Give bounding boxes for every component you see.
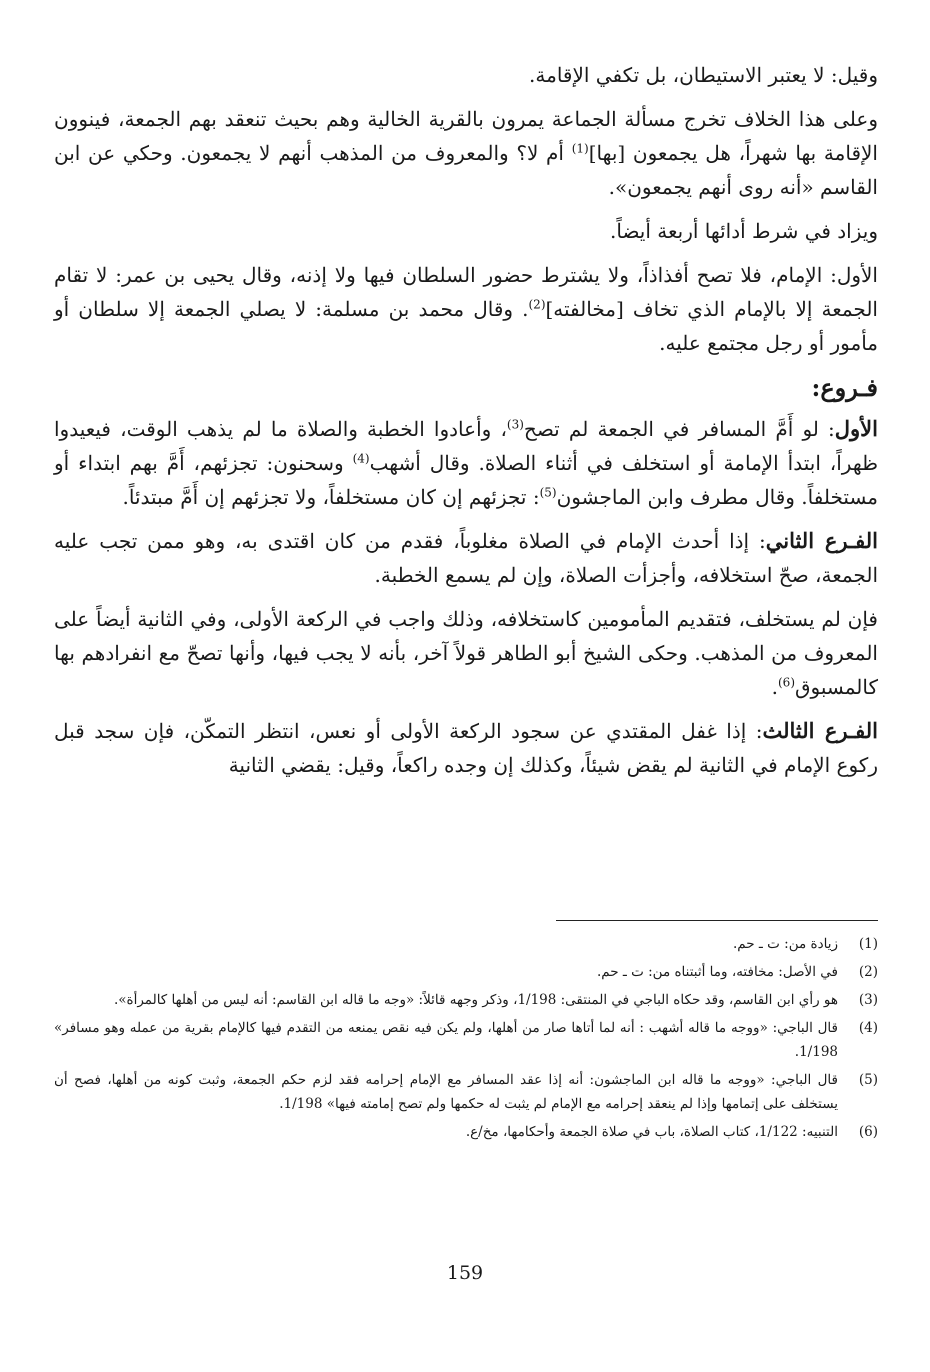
branch-label: الأول <box>834 416 878 441</box>
paragraph-text: فإن لم يستخلف، فتقديم المأمومين كاستخلافه، وذلك واجب في الركعة الأولى، وفي الثانية أيضاً على المعروف من المذهب. وحكى الشيخ أبو الطاهر قولاً آخر، بأنه لا يجب فيها، وأنها تصحّ مع انفرادهم بها كالمسبوق <box>54 607 878 699</box>
footnote <box>54 960 878 984</box>
footnote-text: هو رأي ابن القاسم، وقد حكاه الباجي في المنتقى: 1/198، وذكر وجهه قائلاً: «وجه ما قاله ابن القاسم: أنه ليس من أهلها كالمرأة». <box>113 992 838 1008</box>
branch-3 <box>54 714 878 782</box>
footnote-text: في الأصل: مخافته، وما أثبتناه من: ت ـ حم. <box>596 964 838 980</box>
paragraph-text: وعلى هذا الخلاف تخرج مسألة الجماعة يمرون بالقرية الخالية وهم بحيث تنعقد بهم الجمعة، فينوون الإقامة بها شهراً، هل يجمعون [بها] <box>54 107 878 165</box>
page-body <box>54 58 878 792</box>
paragraph-text: : إذا غفل المقتدي عن سجود الركعة الأولى أو نعس، انتظر التمكّن، فإن سجد قبل ركوع الإمام في الثانية لم يقض شيئاً، وكذلك إن وجده راكعاً، وقيل: يقضي الثانية <box>54 719 878 777</box>
footnote-text: قال الباجي: «ووجه ما قاله أشهب : أنه لما أتاها صار من أهلها، ولم يكن فيه نقص يمنعه من التقدم فيها كالإمام بقرية من عمله وهو مسافر» 1/198. <box>54 1020 838 1060</box>
paragraph-1 <box>54 58 878 92</box>
footnote-text: التنبيه: 1/122، كتاب الصلاة، باب في صلاة الجمعة وأحكامها، مخ/ع. <box>465 1124 838 1140</box>
footnote <box>54 1016 878 1064</box>
footnote <box>54 988 878 1012</box>
footnote <box>54 1120 878 1144</box>
paragraph-text: . <box>771 675 778 699</box>
footnote-number: (1) <box>858 936 878 952</box>
paragraph-text: : تجزئهم إن كان مستخلفاً، ولا تجزئهم إن أَمَّ مبتدئاً. <box>122 485 540 509</box>
paragraph-3 <box>54 214 878 248</box>
page-number: 159 <box>446 1262 484 1284</box>
paragraph-4 <box>54 258 878 360</box>
footnote <box>54 932 878 956</box>
footnote-number: (5) <box>858 1072 878 1088</box>
footnotes <box>54 932 878 1148</box>
footnote-number: (4) <box>858 1020 878 1036</box>
branch-1 <box>54 412 878 514</box>
paragraph-text: ويزاد في شرط أدائها أربعة أيضاً. <box>610 219 878 243</box>
footnote-number: (2) <box>858 964 878 980</box>
footnote-ref[interactable]: (5) <box>539 485 557 500</box>
footnote-divider <box>556 920 878 921</box>
footnote-number: (3) <box>858 992 878 1008</box>
section-heading: فـروع: <box>811 373 878 402</box>
footnote <box>54 1068 878 1116</box>
paragraph-text: : لو أَمَّ المسافر في الجمعة لم تصح <box>523 417 835 441</box>
paragraph-2 <box>54 102 878 204</box>
paragraph-text: ، وأعادوا الخطبة والصلاة ما لم يذهب الوقت، فيعيدوا ظهراً، ابتدأ الإمامة أو استخلف في أثناء الصلاة. وقال أشهب <box>54 417 878 475</box>
footnote-text: قال الباجي: «ووجه ما قاله ابن الماجشون: أنه إذا عقد المسافر مع الإمام إحرامه فقد لزم حكم الجمعة، وثبت كونه من أهلها، فصح أن يستخلف على إتمامها وإذا لم ينعقد إحرامه مع الإمام لم يثبت له حكمها ولم تصح إمامته فيها» 1/198. <box>54 1072 838 1112</box>
paragraph-text: : إذا أحدث الإمام في الصلاة مغلوباً، فقدم من كان اقتدى به، وهو ممن تجب عليه الجمعة، صحّ استخلافه، وأجزأت الصلاة، وإن لم يسمع الخطبة. <box>54 529 878 587</box>
paragraph-text: وسحنون: تجزئهم، أَمَّ بهم ابتداء أو مستخلفاً. وقال مطرف وابن الماجشون <box>54 451 878 509</box>
footnote-ref[interactable]: (4) <box>352 451 370 466</box>
paragraph-text: أم لا؟ والمعروف من المذهب أنهم لا يجمعون. وحكي عن ابن القاسم «أنه روى أنهم يجمعون». <box>54 141 878 199</box>
branch-label: الفـرع الثالث <box>762 718 878 743</box>
branch-2 <box>54 524 878 592</box>
footnote-text: زيادة من: ت ـ حم. <box>733 936 838 952</box>
paragraph-text: الأول: الإمام، فلا تصح أفذاذاً، ولا يشترط حضور السلطان فيها ولا إذنه، وقال يحيى بن عمر: لا تقام الجمعة إلا بالإمام الذي تخاف [مخالفته] <box>54 263 878 321</box>
footnote-ref[interactable]: (2) <box>528 297 546 312</box>
branch-2-continued <box>54 602 878 704</box>
footnote-ref[interactable]: (1) <box>571 141 589 156</box>
paragraph-text: وقيل: لا يعتبر الاستيطان، بل تكفي الإقامة. <box>529 63 878 87</box>
footnote-ref[interactable]: (6) <box>777 675 795 690</box>
footnote-number: (6) <box>858 1124 878 1140</box>
footnote-ref[interactable]: (3) <box>506 417 524 432</box>
branch-label: الفـرع الثاني <box>765 528 878 553</box>
paragraph-text: . وقال محمد بن مسلمة: لا يصلي الجمعة إلا سلطان أو مأمور أو رجل مجتمع عليه. <box>54 297 878 355</box>
